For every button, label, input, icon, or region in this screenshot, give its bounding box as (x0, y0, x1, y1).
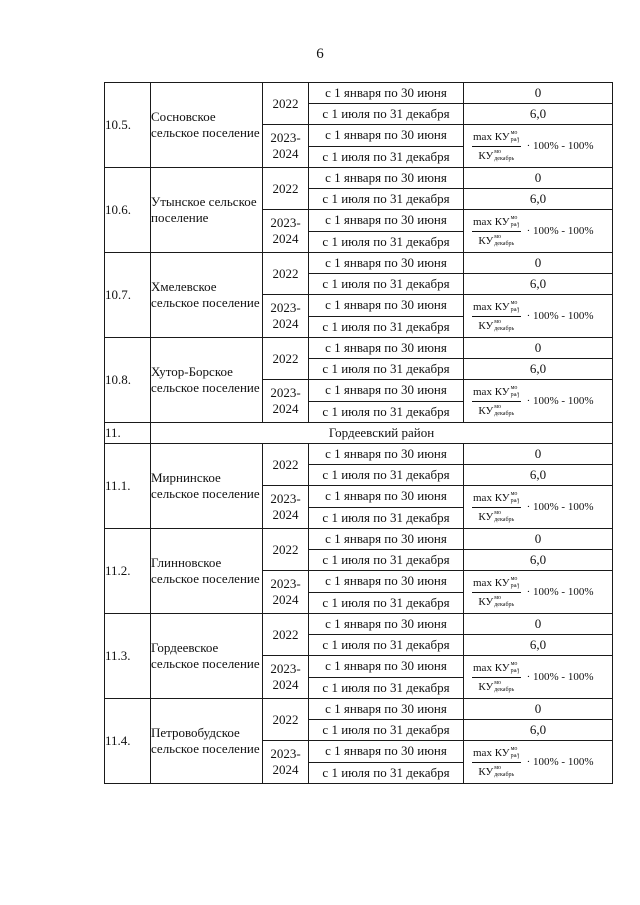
settlement-name: Глинновское сельское поселение (151, 529, 263, 614)
formula-denominator (477, 317, 515, 334)
formula-denominator-sup: мо (494, 148, 502, 155)
year-2023-2024: 2023-2024 (263, 295, 309, 338)
period-first-half: с 1 января по 30 июня (309, 614, 464, 635)
table-row (105, 253, 613, 274)
settlement-name: Гордеевское сельское поселение (151, 614, 263, 699)
formula-numerator-sub: ра/j (510, 752, 520, 759)
formula-denominator-sup: мо (494, 318, 502, 325)
year-2022: 2022 (263, 699, 309, 741)
formula-numerator-text: max КУ (473, 130, 510, 143)
formula-fraction (472, 384, 521, 419)
table-row (105, 338, 613, 359)
period-first-half: с 1 января по 30 июня (309, 168, 464, 189)
settlement-name: Хутор-Борское сельское поселение (151, 338, 263, 423)
formula-denominator-indices (494, 510, 514, 524)
formula-numerator-sub: ра/j (510, 136, 520, 143)
formula-denominator-sup: мо (494, 403, 502, 410)
row-number: 11.1. (105, 444, 151, 529)
value-first-half: 0 (464, 699, 613, 720)
formula-numerator (472, 575, 521, 593)
value-second-half: 6,0 (464, 550, 613, 571)
formula-denominator-indices (494, 234, 514, 248)
period-second-half: с 1 июля по 31 декабря (309, 507, 464, 529)
table-row (105, 83, 613, 104)
row-number: 10.8. (105, 338, 151, 423)
formula-rest: · 100% - 100% (526, 310, 594, 322)
table-row (105, 529, 613, 550)
formula-numerator-indices (511, 661, 520, 675)
value-second-half: 6,0 (464, 189, 613, 210)
formula-fraction (472, 575, 521, 610)
formula-cell (464, 571, 613, 614)
formula-numerator-sup: мо (510, 214, 518, 221)
period-second-half: с 1 июля по 31 декабря (309, 231, 464, 253)
formula-denominator-indices (494, 680, 514, 694)
period-second-half: с 1 июля по 31 декабря (309, 635, 464, 656)
value-first-half: 0 (464, 83, 613, 104)
formula-rest: · 100% - 100% (526, 501, 594, 513)
year-2023-2024: 2023-2024 (263, 571, 309, 614)
value-first-half: 0 (464, 168, 613, 189)
formula-denominator-indices (494, 595, 514, 609)
formula-denominator-text: КУ (478, 404, 494, 417)
period-first-half: с 1 января по 30 июня (309, 486, 464, 508)
formula-numerator-text: max КУ (473, 385, 510, 398)
formula (464, 214, 612, 249)
row-number: 10.6. (105, 168, 151, 253)
formula-numerator-indices (511, 300, 520, 314)
formula-numerator (472, 384, 521, 402)
value-second-half: 6,0 (464, 635, 613, 656)
year-2023-2024: 2023-2024 (263, 125, 309, 168)
formula-denominator-text: КУ (478, 765, 494, 778)
formula-numerator-sub: ра/j (510, 221, 520, 228)
formula-numerator (472, 299, 521, 317)
formula-numerator-text: max КУ (473, 661, 510, 674)
period-second-half: с 1 июля по 31 декабря (309, 762, 464, 784)
formula-denominator-text: КУ (478, 595, 494, 608)
settlement-name: Мирнинское сельское поселение (151, 444, 263, 529)
formula-numerator-sup: мо (510, 129, 518, 136)
page-number: 6 (316, 46, 324, 62)
period-second-half: с 1 июля по 31 декабря (309, 465, 464, 486)
table-row (105, 699, 613, 720)
formula-denominator (477, 147, 515, 164)
row-number: 11.4. (105, 699, 151, 784)
formula-rest: · 100% - 100% (526, 140, 594, 152)
year-2023-2024: 2023-2024 (263, 210, 309, 253)
formula-numerator-text: max КУ (473, 576, 510, 589)
formula-denominator-indices (494, 319, 514, 333)
formula-cell (464, 741, 613, 784)
formula-numerator-sup: мо (510, 745, 518, 752)
tariff-table (104, 82, 613, 784)
formula-numerator-sup: мо (510, 575, 518, 582)
formula-denominator-sub: декабрь (494, 240, 515, 247)
formula-rest: · 100% - 100% (526, 586, 594, 598)
formula-numerator-indices (511, 385, 520, 399)
formula-denominator (477, 508, 515, 525)
year-2022: 2022 (263, 614, 309, 656)
period-first-half: с 1 января по 30 июня (309, 295, 464, 317)
period-first-half: с 1 января по 30 июня (309, 656, 464, 678)
value-second-half: 6,0 (464, 465, 613, 486)
formula (464, 129, 612, 164)
formula-numerator-sup: мо (510, 490, 518, 497)
formula-denominator (477, 763, 515, 780)
formula-denominator-text: КУ (478, 510, 494, 523)
period-first-half: с 1 января по 30 июня (309, 338, 464, 359)
formula-numerator-indices (511, 576, 520, 590)
formula-cell (464, 656, 613, 699)
formula-denominator (477, 678, 515, 695)
formula-denominator-sub: декабрь (494, 325, 515, 332)
formula-rest: · 100% - 100% (526, 225, 594, 237)
row-number: 10.7. (105, 253, 151, 338)
formula-denominator-text: КУ (478, 680, 494, 693)
formula-fraction (472, 660, 521, 695)
year-2023-2024: 2023-2024 (263, 486, 309, 529)
table-row (105, 614, 613, 635)
settlement-name: Хмелевское сельское поселение (151, 253, 263, 338)
period-second-half: с 1 июля по 31 декабря (309, 720, 464, 741)
formula-rest: · 100% - 100% (526, 395, 594, 407)
formula-fraction (472, 745, 521, 780)
period-second-half: с 1 июля по 31 декабря (309, 316, 464, 338)
row-number: 10.5. (105, 83, 151, 168)
period-first-half: с 1 января по 30 июня (309, 699, 464, 720)
value-second-half: 6,0 (464, 720, 613, 741)
period-first-half: с 1 января по 30 июня (309, 253, 464, 274)
period-second-half: с 1 июля по 31 декабря (309, 274, 464, 295)
formula-denominator-indices (494, 765, 514, 779)
settlement-name: Петровобудское сельское поселение (151, 699, 263, 784)
formula-cell (464, 125, 613, 168)
formula-denominator-sub: декабрь (494, 155, 515, 162)
formula-numerator-sub: ра/j (510, 497, 520, 504)
table-row (105, 444, 613, 465)
formula-denominator-sub: декабрь (494, 601, 515, 608)
table-row (105, 168, 613, 189)
formula-denominator (477, 402, 515, 419)
year-2022: 2022 (263, 253, 309, 295)
year-2023-2024: 2023-2024 (263, 380, 309, 423)
period-first-half: с 1 января по 30 июня (309, 210, 464, 232)
row-number: 11.2. (105, 529, 151, 614)
formula-cell (464, 210, 613, 253)
formula-numerator (472, 745, 521, 763)
formula-cell (464, 486, 613, 529)
formula-denominator-indices (494, 404, 514, 418)
period-first-half: с 1 января по 30 июня (309, 125, 464, 147)
period-second-half: с 1 июля по 31 декабря (309, 401, 464, 423)
formula-numerator-sup: мо (510, 660, 518, 667)
period-second-half: с 1 июля по 31 декабря (309, 189, 464, 210)
formula-fraction (472, 299, 521, 334)
formula-numerator (472, 214, 521, 232)
row-number: 11.3. (105, 614, 151, 699)
formula-cell (464, 380, 613, 423)
formula-fraction (472, 490, 521, 525)
formula-rest: · 100% - 100% (526, 756, 594, 768)
formula-denominator-sup: мо (494, 233, 502, 240)
value-first-half: 0 (464, 529, 613, 550)
formula-numerator (472, 660, 521, 678)
formula-numerator (472, 129, 521, 147)
formula-denominator-sup: мо (494, 764, 502, 771)
formula-cell (464, 295, 613, 338)
year-2022: 2022 (263, 168, 309, 210)
period-second-half: с 1 июля по 31 декабря (309, 550, 464, 571)
value-second-half: 6,0 (464, 104, 613, 125)
formula-denominator-sub: декабрь (494, 686, 515, 693)
period-first-half: с 1 января по 30 июня (309, 571, 464, 593)
year-2023-2024: 2023-2024 (263, 741, 309, 784)
value-first-half: 0 (464, 444, 613, 465)
formula-denominator (477, 593, 515, 610)
period-first-half: с 1 января по 30 июня (309, 83, 464, 104)
value-first-half: 0 (464, 338, 613, 359)
formula-denominator-sub: декабрь (494, 771, 515, 778)
formula-rest: · 100% - 100% (526, 671, 594, 683)
year-2022: 2022 (263, 83, 309, 125)
formula-numerator-sub: ра/j (510, 582, 520, 589)
formula-denominator-sup: мо (494, 594, 502, 601)
settlement-name: Утынское сельское поселение (151, 168, 263, 253)
region-name: Гордеевский район (151, 423, 613, 444)
formula-numerator-sup: мо (510, 384, 518, 391)
formula-fraction (472, 214, 521, 249)
formula-numerator-sub: ра/j (510, 306, 520, 313)
formula-numerator-sub: ра/j (510, 391, 520, 398)
formula-fraction (472, 129, 521, 164)
period-first-half: с 1 января по 30 июня (309, 741, 464, 763)
formula-numerator-text: max КУ (473, 746, 510, 759)
value-second-half: 6,0 (464, 359, 613, 380)
formula-numerator-indices (511, 215, 520, 229)
formula (464, 745, 612, 780)
formula-denominator-sub: декабрь (494, 516, 515, 523)
value-first-half: 0 (464, 253, 613, 274)
formula-numerator (472, 490, 521, 508)
period-second-half: с 1 июля по 31 декабря (309, 104, 464, 125)
formula-denominator-indices (494, 149, 514, 163)
period-second-half: с 1 июля по 31 декабря (309, 592, 464, 614)
row-number: 11. (105, 423, 151, 444)
formula-denominator-sup: мо (494, 509, 502, 516)
period-second-half: с 1 июля по 31 декабря (309, 677, 464, 699)
year-2022: 2022 (263, 444, 309, 486)
period-first-half: с 1 января по 30 июня (309, 529, 464, 550)
formula-denominator-text: КУ (478, 149, 494, 162)
year-2023-2024: 2023-2024 (263, 656, 309, 699)
period-second-half: с 1 июля по 31 декабря (309, 359, 464, 380)
period-first-half: с 1 января по 30 июня (309, 380, 464, 402)
formula (464, 490, 612, 525)
formula-numerator-indices (511, 130, 520, 144)
formula-denominator-sup: мо (494, 679, 502, 686)
formula-numerator-sub: ра/j (510, 667, 520, 674)
formula-denominator-text: КУ (478, 319, 494, 332)
period-first-half: с 1 января по 30 июня (309, 444, 464, 465)
formula-numerator-indices (511, 491, 520, 505)
period-second-half: с 1 июля по 31 декабря (309, 146, 464, 168)
formula-numerator-indices (511, 746, 520, 760)
settlement-name: Сосновское сельское поселение (151, 83, 263, 168)
table-row-region (105, 423, 613, 444)
formula-numerator-text: max КУ (473, 215, 510, 228)
formula-numerator-sup: мо (510, 299, 518, 306)
formula-numerator-text: max КУ (473, 491, 510, 504)
formula (464, 660, 612, 695)
formula-denominator (477, 232, 515, 249)
formula (464, 299, 612, 334)
value-first-half: 0 (464, 614, 613, 635)
formula (464, 575, 612, 610)
formula-denominator-sub: декабрь (494, 410, 515, 417)
formula-numerator-text: max КУ (473, 300, 510, 313)
formula-denominator-text: КУ (478, 234, 494, 247)
year-2022: 2022 (263, 529, 309, 571)
year-2022: 2022 (263, 338, 309, 380)
value-second-half: 6,0 (464, 274, 613, 295)
formula (464, 384, 612, 419)
